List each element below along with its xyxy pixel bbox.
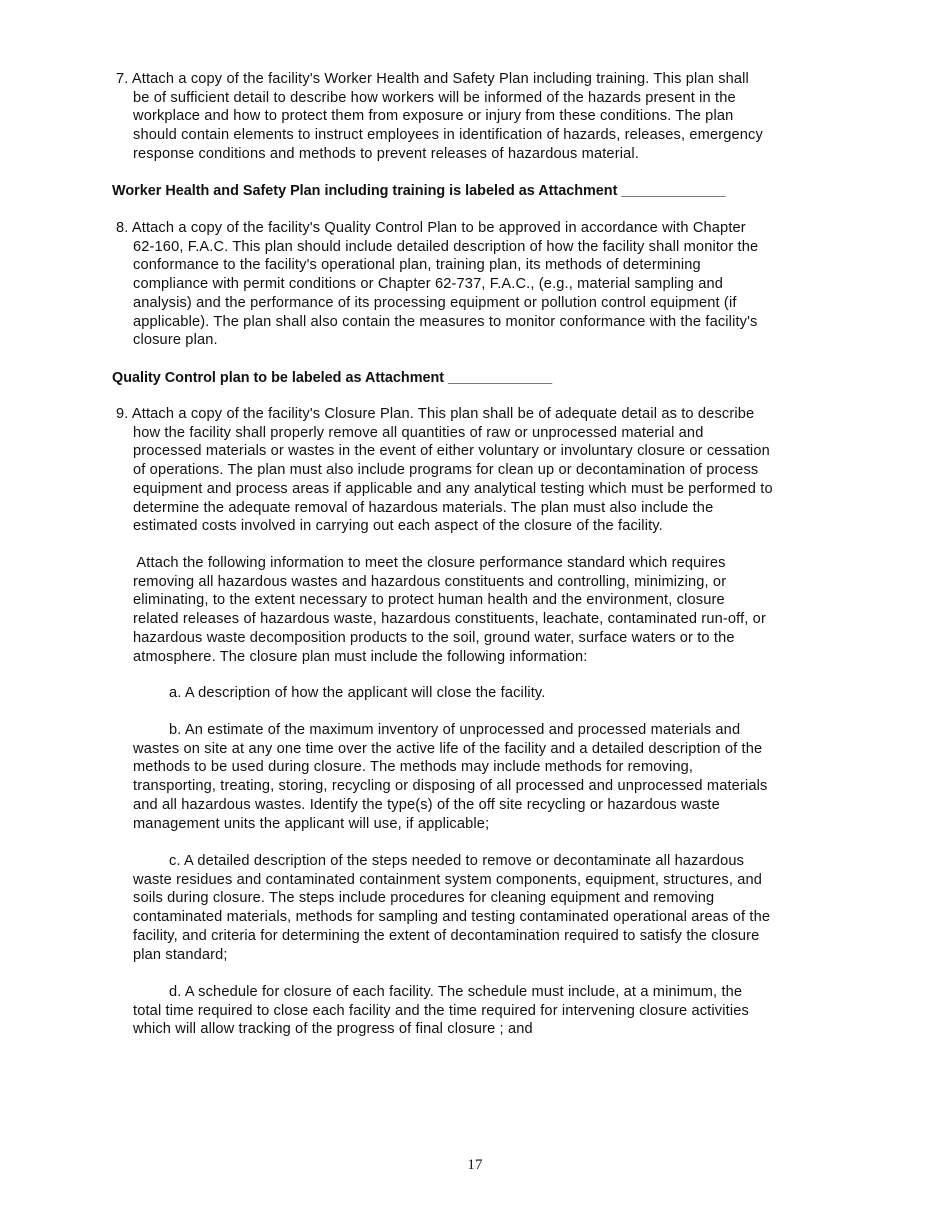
sub-item-a	[133, 684, 853, 703]
sub-d-line: which will allow tracking of the progress of final closure ; and	[133, 1021, 533, 1038]
closure-line: eliminating, to the extent necessary to protect human health and the environment, closure	[133, 592, 725, 609]
sub-item-d	[133, 983, 853, 1039]
closure-line: removing all hazardous wastes and hazardous constituents and controlling, minimizing, or	[133, 573, 727, 590]
sub-d-line: total time required to close each facility and the time required for intervening closure activities	[133, 1002, 749, 1019]
sub-a-line: a. A description of how the applicant will close the facility.	[169, 685, 546, 701]
item-8-paragraph	[116, 219, 851, 350]
item-7-line: 7. Attach a copy of the facility's Worker Health and Safety Plan including training. This plan shall	[116, 71, 749, 87]
closure-standard-paragraph	[133, 554, 853, 666]
sub-c-line: plan standard;	[133, 946, 228, 963]
item-9-line: how the facility shall properly remove all quantities of raw or unprocessed material and	[133, 424, 704, 441]
item-7-line: workplace and how to protect them from exposure or injury from these conditions. The plan	[133, 108, 734, 125]
item-9-line: determine the adequate removal of hazardous materials. The plan must also include the	[133, 499, 714, 516]
closure-line: related releases of hazardous waste, hazardous constituents, leachate, contaminated run-off, or	[133, 611, 766, 628]
item-7-line: be of sufficient detail to describe how workers will be informed of the hazards present in the	[133, 89, 736, 106]
sub-d-line: d. A schedule for closure of each facility. The schedule must include, at a minimum, the	[169, 984, 743, 1000]
item-9-line: equipment and process areas if applicable and any analytical testing which must be performed to	[133, 480, 773, 497]
sub-b-line: wastes on site at any one time over the active life of the facility and a detailed description of the	[133, 740, 763, 757]
sub-c-line: c. A detailed description of the steps needed to remove or decontaminate all hazardous	[169, 853, 745, 869]
closure-line: atmosphere. The closure plan must include the following information:	[133, 648, 588, 665]
item-8-line: applicable). The plan shall also contain the measures to monitor conformance with the facility's	[133, 313, 758, 330]
attachment-label-worker-health: Worker Health and Safety Plan including training is labeled as Attachment _____________	[112, 183, 726, 199]
attachment-label-quality-control: Quality Control plan to be labeled as Attachment _____________	[112, 370, 553, 386]
sub-item-c	[133, 852, 853, 964]
item-7-paragraph	[116, 70, 851, 164]
item-9-line: 9. Attach a copy of the facility's Closure Plan. This plan shall be of adequate detail as to describe	[116, 406, 755, 422]
item-8-line: analysis) and the performance of its processing equipment or pollution control equipment (if	[133, 294, 737, 311]
closure-line: hazardous waste decomposition products to the soil, ground water, surface waters or to the	[133, 629, 735, 646]
item-9-line: of operations. The plan must also include programs for clean up or decontamination of process	[133, 462, 759, 479]
sub-b-line: methods to be used during closure. The methods may include methods for removing,	[133, 759, 694, 776]
item-8-line: 62-160, F.A.C. This plan should include detailed description of how the facility shall monitor the	[133, 238, 759, 255]
sub-b-line: management units the applicant will use, if applicable;	[133, 815, 490, 832]
sub-c-line: contaminated materials, methods for sampling and testing contaminated operational areas of the	[133, 909, 771, 926]
item-7-line: should contain elements to instruct employees in identification of hazards, releases, emergency	[133, 127, 763, 144]
item-7-line: response conditions and methods to prevent releases of hazardous material.	[133, 145, 639, 162]
sub-c-line: waste residues and contaminated containment system components, equipment, structures, and	[133, 871, 763, 888]
sub-b-line: b. An estimate of the maximum inventory of unprocessed and processed materials and	[169, 722, 741, 738]
sub-item-b	[133, 721, 853, 833]
sub-c-line: soils during closure. The steps include procedures for cleaning equipment and removing	[133, 890, 715, 907]
sub-b-line: transporting, treating, storing, recycling or disposing of all processed and unprocessed materials	[133, 778, 768, 795]
item-9-paragraph	[116, 405, 851, 536]
sub-b-line: and all hazardous wastes. Identify the type(s) of the off site recycling or hazardous waste	[133, 796, 720, 813]
item-9-line: processed materials or wastes in the event of either voluntary or involuntary closure or cessation	[133, 443, 770, 460]
item-8-line: 8. Attach a copy of the facility's Quality Control Plan to be approved in accordance with Chapter	[116, 220, 746, 236]
item-8-line: closure plan.	[133, 332, 218, 349]
sub-c-line: facility, and criteria for determining the extent of decontamination required to satisfy the closure	[133, 927, 760, 944]
item-9-line: estimated costs involved in carrying out each aspect of the closure of the facility.	[133, 518, 663, 535]
closure-line: Attach the following information to meet the closure performance standard which requires	[133, 555, 726, 571]
item-8-line: conformance to the facility's operational plan, training plan, its methods of determining	[133, 257, 701, 274]
page-number: 17	[467, 1157, 483, 1173]
item-8-line: compliance with permit conditions or Chapter 62-737, F.A.C., (e.g., material sampling and	[133, 276, 724, 293]
